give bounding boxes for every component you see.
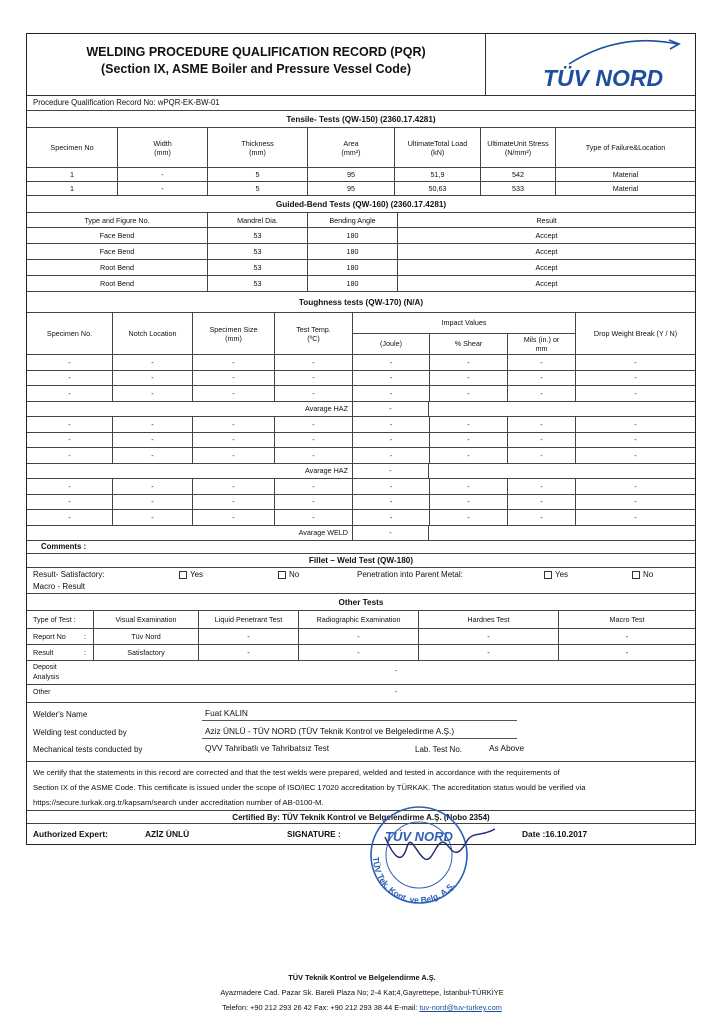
bend-cell: Root Bend	[100, 263, 134, 272]
table-row	[27, 244, 695, 260]
other-row	[27, 685, 695, 703]
tensile-cell: Material	[555, 168, 695, 181]
tensile-cell: 51,9	[394, 168, 480, 181]
fillet-result-no[interactable]	[278, 570, 299, 579]
toughness-cell: -	[507, 386, 575, 401]
bend-cell: 180	[307, 260, 397, 275]
welder-label: Welder's Name	[33, 710, 88, 719]
toughness-title: Toughness tests (QW-170) (N/A)	[298, 297, 424, 307]
toughness-cell: -	[352, 355, 429, 370]
footer-company: TÜV Teknik Kontrol ve Belgelendirme A.Ş.	[288, 973, 436, 982]
table-row	[27, 510, 695, 526]
toughness-cell: -	[192, 479, 274, 494]
average-row	[27, 402, 695, 418]
cert-line-3: https://secure.turkak.org.tr/kapsam/search under accreditation number of AB-0100-M.	[33, 798, 324, 807]
toughness-cell: -	[575, 355, 695, 370]
bend-cell: 53	[207, 228, 307, 243]
tensile-cell: 95	[307, 168, 394, 181]
tensile-header-width: Width (mm)	[117, 128, 207, 167]
toughness-cell: -	[429, 448, 507, 463]
fillet-title-row	[27, 554, 695, 568]
toughness-cell: -	[575, 386, 695, 401]
result-cell: -	[558, 645, 695, 660]
page-footer	[0, 970, 724, 1015]
table-row	[27, 182, 695, 196]
tough-header-size: Specimen Size (mm)	[192, 313, 274, 354]
toughness-cell: -	[352, 510, 429, 525]
comments-label: Comments :	[41, 542, 87, 551]
tensile-cell: Material	[555, 182, 695, 195]
tough-header-mils: Mils (in.) or mm	[507, 334, 575, 355]
tensile-header-stress: UltimateUnit Stress (N/mm²)	[480, 128, 555, 167]
bend-header-mandrel: Mandrel Dia.	[207, 213, 307, 227]
average-value: -	[352, 464, 429, 479]
table-row	[27, 448, 695, 464]
welder-section	[27, 703, 695, 762]
tensile-cell: 542	[480, 168, 555, 181]
toughness-cell: -	[112, 433, 192, 448]
table-row	[27, 260, 695, 276]
toughness-cell: -	[507, 355, 575, 370]
toughness-cell: -	[112, 448, 192, 463]
footer-email-link[interactable]: tuv-nord@tuv-turkey.com	[419, 1003, 502, 1012]
table-row	[27, 355, 695, 371]
stamp-ring-text: TÜV Tek. Kont. ve Belg. A.Ş.	[370, 856, 457, 906]
cert-line-2: Section IX of the ASME Code. This certificate is issued under the scope of ISO/IEC 17020 accreditation by TÜRKAK. The accreditation status would be verified via	[33, 783, 586, 792]
table-row	[27, 479, 695, 495]
toughness-cell: -	[575, 510, 695, 525]
toughness-cell: -	[507, 479, 575, 494]
yes-label: Yes	[555, 570, 569, 579]
toughness-cell: -	[112, 386, 192, 401]
table-row	[27, 433, 695, 449]
bend-cell: Accept	[397, 260, 695, 275]
penetration-no[interactable]	[632, 570, 653, 579]
toughness-cell: -	[68, 512, 71, 522]
toughness-cell: -	[192, 371, 274, 386]
toughness-cell: -	[352, 433, 429, 448]
deposit-row	[27, 661, 695, 685]
toughness-cell: -	[274, 371, 352, 386]
bend-cell: 53	[207, 260, 307, 275]
mech-label: Mechanical tests conducted by	[33, 745, 143, 754]
tough-header-drop: Drop Weight Break (Y / N)	[575, 313, 695, 354]
tensile-cell: 1	[70, 184, 74, 193]
toughness-cell: -	[192, 433, 274, 448]
toughness-title-row	[27, 292, 695, 313]
toughness-cell: -	[112, 495, 192, 510]
checkbox[interactable]	[632, 571, 640, 579]
bend-title: Guided-Bend Tests (QW-160) (2360.17.4281)	[275, 199, 447, 209]
toughness-cell: -	[274, 417, 352, 432]
bend-cell: Face Bend	[99, 231, 135, 240]
result-label: Result	[33, 648, 54, 657]
tensile-cell: 533	[480, 182, 555, 195]
bend-header-type: Type and Figure No.	[84, 215, 150, 225]
other-header-visual: Visual Examination	[93, 611, 198, 628]
bend-cell: 180	[307, 276, 397, 291]
toughness-cell: -	[274, 386, 352, 401]
toughness-cell: -	[575, 495, 695, 510]
toughness-cell: -	[68, 373, 71, 383]
footer-address: Ayazmadere Cad. Pazar Sk. Bareli Plaza No; 2-4 Kat;4,Gayrettepe, İstanbul-TÜRKİYE	[220, 988, 504, 997]
other-value: -	[395, 689, 398, 696]
other-header-row	[27, 611, 695, 629]
lab-value: As Above	[489, 743, 525, 753]
tough-header-joule: (Joule)	[352, 334, 429, 355]
toughness-cell: -	[112, 371, 192, 386]
average-value: -	[352, 402, 429, 417]
tensile-cell: -	[117, 182, 207, 195]
toughness-cell: -	[575, 448, 695, 463]
bend-header-angle: Bending Angle	[307, 213, 397, 227]
tough-header-impact: Impact Values	[352, 313, 575, 334]
colon: :	[84, 632, 86, 641]
average-label: Avarage HAZ	[304, 404, 348, 414]
toughness-cell: -	[68, 419, 71, 429]
average-row	[27, 464, 695, 480]
pqr-number-row	[27, 95, 695, 111]
form-title	[27, 44, 485, 78]
toughness-cell: -	[575, 371, 695, 386]
bend-cell: Root Bend	[100, 279, 134, 288]
tensile-cell: -	[117, 168, 207, 181]
toughness-cell: -	[192, 386, 274, 401]
tough-header-notch: Notch Location	[112, 313, 192, 354]
toughness-cell: -	[507, 417, 575, 432]
bend-cell: 53	[207, 244, 307, 259]
tensile-header-thickness: Thickness (mm)	[207, 128, 307, 167]
mech-value: QVV Tahribatlı ve Tahribatsız Test	[205, 743, 330, 753]
tough-header-specimen: Specimen No.	[46, 329, 93, 338]
tensile-cell: 5	[207, 182, 307, 195]
toughness-cell: -	[429, 495, 507, 510]
tensile-cell: 95	[307, 182, 394, 195]
footer-phone: Telefon: +90 212 293 26 42 Fax: +90 212 293 38 44 E-mail:	[222, 1003, 418, 1012]
toughness-cell: -	[68, 357, 71, 367]
bend-cell: Face Bend	[99, 247, 135, 256]
table-row	[27, 371, 695, 387]
lab-label: Lab. Test No.	[415, 745, 462, 754]
report-label: Report No	[33, 632, 66, 641]
fillet-result-yes[interactable]	[179, 570, 203, 579]
result-visual: Satisfactory	[93, 645, 198, 660]
toughness-cell: -	[429, 433, 507, 448]
penetration-label: Penetration into Parent Metal:	[357, 570, 463, 579]
other-header-hardness: Hardnes Test	[418, 611, 558, 628]
checkbox[interactable]	[179, 571, 187, 579]
toughness-cell: -	[352, 448, 429, 463]
other-title: Other Tests	[338, 597, 384, 607]
tensile-cell: 1	[70, 170, 74, 179]
toughness-cell: -	[274, 355, 352, 370]
tensile-cell: 50,63	[394, 182, 480, 195]
stamp-logo: TÜV NORD	[385, 829, 453, 844]
table-row	[27, 168, 695, 182]
stamp-signature	[355, 797, 503, 907]
form-header	[27, 34, 695, 96]
toughness-cell: -	[192, 510, 274, 525]
toughness-cell: -	[112, 510, 192, 525]
table-row	[27, 228, 695, 244]
toughness-cell: -	[274, 433, 352, 448]
toughness-cell: -	[352, 386, 429, 401]
toughness-cell: -	[575, 417, 695, 432]
title-line-1: WELDING PROCEDURE QUALIFICATION RECORD (PQR)	[86, 45, 426, 59]
report-cell: -	[198, 629, 298, 644]
toughness-cell: -	[274, 510, 352, 525]
conducted-label: Welding test conducted by	[33, 728, 127, 737]
bend-cell: 180	[307, 228, 397, 243]
result-cell: -	[298, 645, 418, 660]
checkbox[interactable]	[544, 571, 552, 579]
toughness-cell: -	[112, 479, 192, 494]
toughness-cell: -	[429, 417, 507, 432]
no-label: No	[289, 570, 300, 579]
other-header-radiographic: Radiographic Examination	[298, 611, 418, 628]
report-cell: -	[418, 629, 558, 644]
welder-value: Fuat KALIN	[205, 708, 248, 718]
pqr-form	[26, 33, 696, 845]
toughness-cell: -	[429, 355, 507, 370]
certified-by: Certified By: TÜV Teknik Kontrol ve Belgelendirme A.Ş. (Nobo 2354)	[232, 812, 490, 822]
tough-header-temp: Test Temp. (ºC)	[274, 313, 352, 354]
toughness-cell: -	[507, 448, 575, 463]
result-cell: -	[198, 645, 298, 660]
deposit-label-2: Analysis	[33, 674, 60, 681]
tensile-header-load: UltimateTotal Load (kN)	[394, 128, 480, 167]
tensile-title-row	[27, 111, 695, 128]
bend-cell: Accept	[397, 276, 695, 291]
footer-contact	[0, 1000, 724, 1015]
result-row	[27, 645, 695, 661]
macro-result-label: Macro - Result	[33, 582, 86, 591]
toughness-cell: -	[507, 371, 575, 386]
other-header-type: Type of Test :	[33, 615, 76, 624]
bend-header-row	[27, 213, 695, 228]
tensile-cell: 5	[207, 168, 307, 181]
toughness-cell: -	[68, 388, 71, 398]
table-row	[27, 495, 695, 511]
toughness-cell: -	[352, 371, 429, 386]
toughness-cell: -	[507, 433, 575, 448]
yes-label: Yes	[190, 570, 204, 579]
toughness-cell: -	[192, 495, 274, 510]
expert-value: AZİZ ÜNLÜ	[145, 829, 190, 839]
bend-cell: 53	[207, 276, 307, 291]
other-header-macro: Macro Test	[558, 611, 695, 628]
other-label: Other	[33, 689, 51, 696]
toughness-cell: -	[68, 497, 71, 507]
signature-label: SIGNATURE :	[287, 829, 341, 839]
toughness-cell: -	[68, 450, 71, 460]
toughness-cell: -	[112, 355, 192, 370]
fillet-body	[27, 568, 695, 594]
table-row	[27, 417, 695, 433]
tensile-header-specimen: Specimen No	[50, 143, 94, 152]
report-visual: Tüv Nord	[93, 629, 198, 644]
tough-header-shear: % Shear	[429, 334, 507, 355]
table-row	[27, 276, 695, 292]
toughness-cell: -	[112, 417, 192, 432]
toughness-cell: -	[575, 479, 695, 494]
fillet-title: Fillet – Weld Test (QW-180)	[308, 556, 414, 565]
toughness-cell: -	[274, 448, 352, 463]
other-header-penetrant: Liquid Penetrant Test	[198, 611, 298, 628]
title-line-2: (Section IX, ASME Boiler and Pressure Vessel Code)	[100, 62, 412, 76]
bend-cell: Accept	[397, 228, 695, 243]
table-row	[27, 386, 695, 402]
deposit-value: -	[395, 668, 398, 675]
toughness-cell: -	[192, 417, 274, 432]
toughness-cell: -	[429, 386, 507, 401]
toughness-cell: -	[575, 433, 695, 448]
penetration-yes[interactable]	[544, 570, 568, 579]
toughness-cell: -	[68, 481, 71, 491]
date-label: Date :16.10.2017	[522, 829, 588, 839]
checkbox[interactable]	[278, 571, 286, 579]
tensile-header-row	[27, 128, 695, 168]
cert-line-1: We certify that the statements in this record are corrected and that the test welds were prepared, welded and tested in accordance with the requirements of	[33, 768, 560, 777]
toughness-cell: -	[274, 479, 352, 494]
toughness-cell: -	[352, 495, 429, 510]
toughness-cell: -	[192, 355, 274, 370]
toughness-cell: -	[429, 479, 507, 494]
average-label: Avarage HAZ	[304, 466, 348, 476]
other-title-row	[27, 594, 695, 611]
result-cell: -	[418, 645, 558, 660]
tensile-header-area: Area (mm²)	[307, 128, 394, 167]
report-cell: -	[558, 629, 695, 644]
average-row	[27, 526, 695, 542]
bend-title-row	[27, 196, 695, 213]
toughness-cell: -	[429, 510, 507, 525]
tensile-header-failure: Type of Failure&Location	[555, 128, 695, 167]
bend-header-result: Result	[397, 213, 695, 227]
report-cell: -	[298, 629, 418, 644]
comments-row	[27, 540, 695, 554]
toughness-cell: -	[274, 495, 352, 510]
average-value: -	[352, 526, 429, 541]
no-label: No	[643, 570, 654, 579]
pqr-number: Procedure Qualification Record No: wPQR-EK-BW-01	[33, 98, 220, 107]
deposit-label-1: Deposit	[33, 664, 57, 671]
toughness-cell: -	[68, 435, 71, 445]
average-label: Avarage WELD	[298, 528, 348, 538]
toughness-cell: -	[352, 417, 429, 432]
toughness-cell: -	[507, 510, 575, 525]
tuv-nord-logo	[499, 38, 689, 92]
toughness-cell: -	[507, 495, 575, 510]
bend-cell: Accept	[397, 244, 695, 259]
toughness-header-row	[27, 313, 695, 355]
conducted-value: Aziz ÜNLÜ - TÜV NORD (TÜV Teknik Kontrol ve Belgeledirme A.Ş.)	[205, 726, 455, 736]
tensile-title: Tensile- Tests (QW-150) (2360.17.4281)	[286, 114, 436, 124]
toughness-cell: -	[429, 371, 507, 386]
logo-text: TÜV NORD	[543, 65, 664, 91]
colon: :	[84, 648, 86, 657]
fillet-result-label: Result- Satisfactory:	[33, 570, 105, 579]
toughness-cell: -	[352, 479, 429, 494]
toughness-cell: -	[192, 448, 274, 463]
expert-label: Authorized Expert:	[33, 829, 108, 839]
bend-cell: 180	[307, 244, 397, 259]
report-row	[27, 629, 695, 645]
